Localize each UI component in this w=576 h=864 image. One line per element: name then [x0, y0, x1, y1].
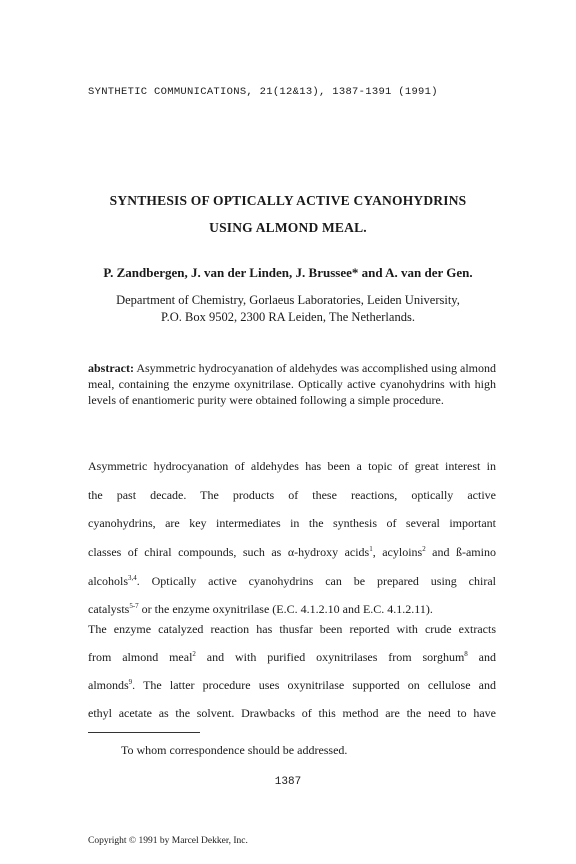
footnote: To whom correspondence should be addressed. — [121, 743, 348, 757]
body-line: the past decade. The products of these reactions, optically active — [88, 488, 496, 502]
body-line: ethyl acetate as the solvent. Drawbacks of this method are the need to have — [88, 706, 496, 720]
body-line: The enzyme catalyzed reaction has thusfar been reported with crude extracts — [88, 622, 496, 636]
paper-title-line-2: USING ALMOND MEAL. — [209, 220, 367, 235]
body-line — [88, 678, 496, 693]
body-line: cyanohydrins, are key intermediates in the synthesis of several important — [88, 516, 496, 530]
author-list: P. Zandbergen, J. van der Linden, J. Brussee* and A. van der Gen. — [103, 265, 473, 280]
footnote-divider — [88, 732, 200, 733]
body-text-span: or the enzyme oxynitrilase (E.C. 4.1.2.10 and E.C. 4.1.2.11). — [138, 602, 433, 616]
citation-ref: 8 — [464, 650, 468, 658]
body-line — [88, 650, 496, 665]
body-line — [88, 545, 496, 560]
citation-ref: 2 — [192, 650, 196, 658]
copyright-notice: Copyright © 1991 by Marcel Dekker, Inc. — [88, 836, 248, 846]
citation-ref: 5-7 — [129, 602, 139, 610]
body-text-span: catalysts — [88, 602, 130, 616]
body-line: Asymmetric hydrocyanation of aldehydes has been a topic of great interest in — [88, 459, 496, 473]
body-text-span: , acyloins — [372, 545, 423, 559]
body-text-span: . The latter procedure uses oxynitrilase supported on cellulose and — [132, 678, 496, 692]
citation-ref: 3,4 — [128, 574, 137, 582]
body-text-span: . Optically active cyanohydrins can be prepared using chiral — [136, 574, 496, 588]
body-text-span: and with purified oxynitrilases from sorghum — [195, 650, 465, 664]
body-text-span: alcohols — [88, 574, 128, 588]
body-text-span: classes of chiral compounds, such as α-hydroxy acids — [88, 545, 370, 559]
abstract — [88, 360, 496, 408]
body-text-span: and ß-amino — [425, 545, 496, 559]
page-number: 1387 — [274, 776, 302, 788]
body-line — [88, 602, 496, 617]
affiliation-line-2: P.O. Box 9502, 2300 RA Leiden, The Netherlands. — [161, 310, 415, 324]
body-text-span: and — [467, 650, 496, 664]
journal-header: SYNTHETIC COMMUNICATIONS, 21(12&13), 1387-1391 (1991) — [88, 86, 438, 98]
citation-ref: 9 — [128, 678, 133, 686]
body-text-span: almonds — [88, 678, 129, 692]
body-text-span: from almond meal — [88, 650, 193, 664]
abstract-label: abstract: — [88, 361, 134, 375]
paper-title-line-1: SYNTHESIS OF OPTICALLY ACTIVE CYANOHYDRINS — [109, 193, 467, 208]
affiliation-line-1: Department of Chemistry, Gorlaeus Laboratories, Leiden University, — [116, 293, 460, 307]
abstract-text: Asymmetric hydrocyanation of aldehydes was accomplished using almond meal, containing the enzyme oxynitrilase. Optically active cyanohydrins with high levels of enantiomeric purity were obtained following a simple procedure. — [88, 361, 496, 407]
citation-ref: 1 — [369, 545, 373, 553]
body-line — [88, 574, 496, 589]
citation-ref: 2 — [422, 545, 426, 553]
